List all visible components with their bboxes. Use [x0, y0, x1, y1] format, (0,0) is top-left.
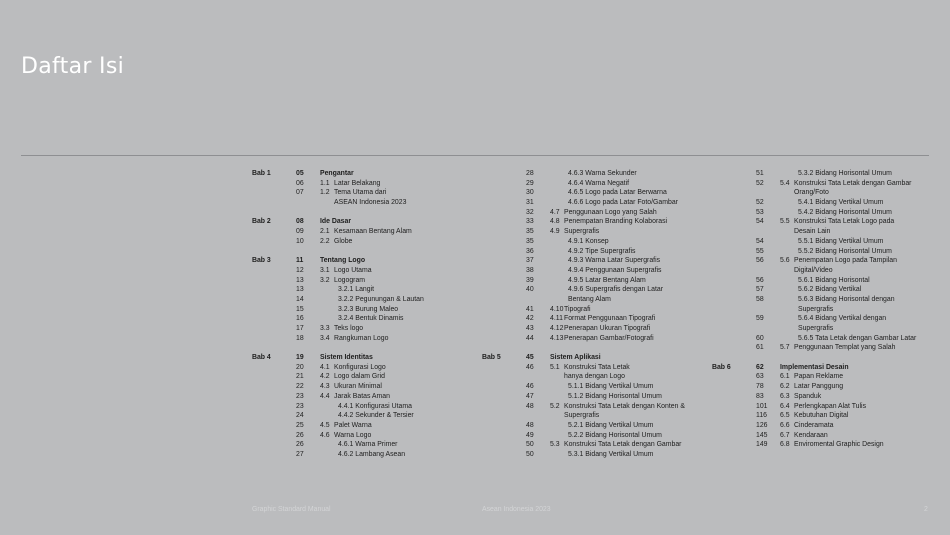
section-number: 5.7	[780, 344, 790, 352]
entry-title: Orang/Foto	[794, 189, 829, 197]
entry-title: Supergrafis	[798, 325, 834, 332]
section-number: 4.4	[320, 392, 330, 400]
entry-title: Latar Panggung	[794, 383, 844, 391]
section-number: 6.1	[780, 373, 790, 381]
section-number: 4.2	[320, 373, 330, 381]
entry-title: 3.2.2 Pegunungan & Lautan	[338, 295, 424, 303]
entry-title: Konstruksi Tata Letak	[564, 363, 630, 371]
entry-title: 4.6.4 Warna Negatif	[568, 179, 630, 187]
entry-title: 5.4.1 Bidang Vertikal Umum	[798, 199, 884, 207]
page-number: 49	[526, 431, 534, 439]
section-number: 4.1	[320, 363, 330, 371]
section-number: 3.2	[320, 276, 330, 284]
page-number: 116	[756, 412, 767, 420]
entry-title: 3.2.4 Bentuk Dinamis	[338, 315, 404, 323]
page-number: 16	[296, 315, 304, 323]
section-number: 6.3	[780, 392, 790, 400]
section-number: 4.6	[320, 431, 330, 439]
page-number: 50	[526, 450, 534, 458]
entry-title: Sistem Aplikasi	[550, 354, 601, 362]
page-number: 10	[296, 237, 304, 245]
page-number: 39	[526, 276, 534, 284]
page-number: 35	[526, 237, 534, 245]
page-number: 08	[296, 218, 304, 226]
page-number: 19	[296, 354, 304, 362]
chapter-label: Bab 6	[712, 363, 731, 371]
entry-title: 3.2.3 Burung Maleo	[338, 305, 399, 313]
entry-title: 4.6.6 Logo pada Latar Foto/Gambar	[568, 199, 678, 207]
entry-title: Tentang Logo	[320, 257, 366, 265]
entry-title: 4.9.2 Tipe Supergrafis	[568, 247, 636, 255]
section-number: 2.1	[320, 228, 330, 236]
page-number: 23	[296, 392, 304, 400]
section-number: 3.3	[320, 325, 330, 332]
entry-title: 5.6.3 Bidang Horisontal dengan	[798, 295, 895, 303]
entry-title: 4.4.1 Konfigurasi Utama	[338, 402, 412, 410]
entry-title: Pengantar	[320, 170, 354, 177]
chapter-label: Bab 5	[482, 354, 501, 362]
section-number: 6.2	[780, 383, 790, 391]
entry-title: Papan Reklame	[794, 373, 844, 381]
page-number: 15	[296, 305, 304, 313]
entry-title: Penerapan Gambar/Fotografi	[564, 334, 654, 342]
page-number: 145	[756, 431, 768, 439]
section-number: 4.9	[550, 228, 560, 236]
page-number: 23	[296, 402, 304, 410]
section-number: 4.5	[320, 421, 330, 429]
entry-title: Supergrafis	[798, 305, 834, 313]
page-number: 18	[296, 334, 304, 342]
entry-title: Tema Utama dari	[334, 189, 387, 197]
entry-title: Rangkuman Logo	[334, 334, 389, 342]
entry-title: 4.9.3 Warna Latar Supergrafis	[568, 257, 661, 265]
page-number: 14	[296, 295, 304, 303]
page-number: 56	[756, 257, 764, 265]
entry-title: 4.9.6 Supergrafis dengan Latar	[568, 286, 664, 294]
page-number: 56	[756, 276, 764, 284]
page-number: 17	[296, 325, 304, 332]
page-number: 31	[526, 199, 534, 207]
chapter-label: Bab 4	[252, 354, 271, 362]
page-number: 30	[526, 189, 534, 197]
page-number: 44	[526, 334, 534, 342]
page-number: 26	[296, 431, 304, 439]
chapter-label: Bab 1	[252, 170, 271, 177]
entry-title: Logo dalam Grid	[334, 373, 385, 381]
page-number: 52	[756, 179, 764, 187]
page-number: 58	[756, 295, 764, 303]
section-number: 5.4	[780, 179, 790, 187]
page-number: 149	[756, 441, 768, 449]
page-number: 05	[296, 170, 304, 177]
entry-title: Perlengkapan Alat Tulis	[794, 402, 867, 410]
entry-title: Konstruksi Tata Letak dengan Konten &	[564, 402, 685, 410]
entry-title: Tipografi	[564, 305, 591, 313]
entry-title: Penggunaan Logo yang Salah	[564, 208, 657, 216]
page-number: 61	[756, 344, 764, 352]
footer-page-number: 2	[924, 506, 928, 513]
entry-title: Warna Logo	[334, 431, 372, 439]
entry-title: Supergrafis	[564, 228, 600, 236]
section-number: 5.5	[780, 218, 790, 226]
entry-title: Ide Dasar	[320, 218, 352, 226]
section-number: 3.4	[320, 334, 330, 342]
page-number: 32	[526, 208, 534, 216]
entry-title: Bentang Alam	[568, 295, 611, 303]
page-number: 52	[756, 199, 764, 207]
section-number: 4.12	[550, 325, 564, 332]
page-number: 38	[526, 266, 534, 274]
page-number: 13	[296, 276, 304, 284]
entry-title: Kesamaan Bentang Alam	[334, 228, 412, 236]
section-number: 4.10	[550, 305, 564, 313]
divider	[21, 155, 929, 156]
entry-title: 5.3.2 Bidang Horisontal Umum	[798, 170, 892, 177]
page-number: 43	[526, 325, 534, 332]
page-number: 45	[526, 354, 534, 362]
page-number: 21	[296, 373, 304, 381]
entry-title: Penempatan Branding Kolaborasi	[564, 218, 668, 226]
section-number: 6.8	[780, 441, 790, 449]
section-number: 5.1	[550, 363, 560, 371]
entry-title: Teks logo	[334, 325, 364, 332]
page-number: 22	[296, 383, 304, 391]
chapter-label: Bab 2	[252, 218, 271, 226]
entry-title: Logogram	[334, 276, 366, 284]
entry-title: Digital/Video	[794, 266, 833, 274]
entry-title: Sistem Identitas	[320, 354, 373, 362]
section-number: 4.8	[550, 218, 560, 226]
section-number: 4.13	[550, 334, 564, 342]
entry-title: 4.6.1 Warna Primer	[338, 441, 398, 449]
page-number: 101	[756, 402, 768, 410]
page-number: 55	[756, 247, 764, 255]
page-number: 47	[526, 392, 534, 400]
entry-title: 5.4.2 Bidang Horisontal Umum	[798, 208, 892, 216]
entry-title: Globe	[334, 237, 353, 245]
section-number: 2.2	[320, 237, 330, 245]
entry-title: 4.6.2 Lambang Asean	[338, 450, 406, 458]
page-number: 48	[526, 402, 534, 410]
page-number: 25	[296, 421, 304, 429]
page-number: 40	[526, 286, 534, 294]
section-number: 4.3	[320, 383, 330, 391]
entry-title: 4.9.1 Konsep	[568, 237, 609, 245]
entry-title: 5.1.1 Bidang Vertikal Umum	[568, 383, 654, 391]
section-number: 5.6	[780, 257, 790, 265]
entry-title: 5.6.5 Tata Letak dengan Gambar Latar	[798, 334, 917, 342]
section-number: 6.7	[780, 431, 790, 439]
page-number: 126	[756, 421, 768, 429]
entry-title: Implementasi Desain	[780, 363, 849, 371]
page-number: 54	[756, 237, 764, 245]
footer-left: Graphic Standard Manual	[252, 506, 331, 513]
entry-title: Latar Belakang	[334, 179, 381, 187]
entry-title: ASEAN Indonesia 2023	[334, 199, 407, 207]
entry-title: Konstruksi Tata Letak Logo pada	[794, 218, 895, 226]
page-number: 12	[296, 266, 304, 274]
entry-title: Palet Warna	[334, 421, 372, 429]
section-number: 6.5	[780, 412, 790, 420]
page-number: 33	[526, 218, 534, 226]
page-number: 48	[526, 421, 534, 429]
page-number: 36	[526, 247, 534, 255]
page-number: 28	[526, 170, 534, 177]
page-number: 46	[526, 363, 534, 371]
page-number: 13	[296, 286, 304, 294]
chapter-label: Bab 3	[252, 257, 271, 265]
entry-title: Logo Utama	[334, 266, 372, 274]
entry-title: 5.6.1 Bidang Horisontal	[798, 276, 870, 284]
entry-title: Enviromental Graphic Design	[794, 441, 884, 449]
section-number: 5.2	[550, 402, 560, 410]
entry-title: Spanduk	[794, 392, 822, 400]
entry-title: 5.5.2 Bidang Horisontal Umum	[798, 247, 892, 255]
entry-title: Format Penggunaan Tipografi	[564, 315, 656, 323]
entry-title: 5.6.2 Bidang Vertikal	[798, 286, 862, 294]
page-number: 37	[526, 257, 534, 265]
entry-title: Desain Lain	[794, 228, 831, 236]
entry-title: 5.3.1 Bidang Vertikal Umum	[568, 450, 654, 458]
page-number: 57	[756, 286, 764, 294]
entry-title: Konstruksi Tata Letak dengan Gambar	[794, 179, 912, 187]
entry-title: Supergrafis	[564, 412, 600, 420]
page-number: 07	[296, 189, 304, 197]
page-number: 78	[756, 383, 764, 391]
section-number: 1.2	[320, 189, 330, 197]
page-number: 42	[526, 315, 534, 323]
page-number: 62	[756, 363, 764, 371]
entry-title: Konfigurasi Logo	[334, 363, 386, 371]
page-number: 11	[296, 257, 304, 265]
entry-title: Ukuran Minimal	[334, 383, 382, 391]
page-number: 29	[526, 179, 534, 187]
entry-title: 4.9.5 Latar Bentang Alam	[568, 276, 646, 284]
entry-title: 4.6.5 Logo pada Latar Berwarna	[568, 189, 667, 197]
page-number: 51	[756, 170, 764, 177]
page-number: 26	[296, 441, 304, 449]
footer-center: Asean Indonesia 2023	[482, 506, 551, 513]
page-number: 24	[296, 412, 304, 420]
entry-title: Kebutuhan Digital	[794, 412, 849, 420]
entry-title: 5.2.1 Bidang Vertikal Umum	[568, 421, 654, 429]
entry-title: 5.2.2 Bidang Horisontal Umum	[568, 431, 662, 439]
entry-title: 5.1.2 Bidang Horisontal Umum	[568, 392, 662, 400]
entry-title: 5.6.4 Bidang Vertikal dengan	[798, 315, 887, 323]
entry-title: Cinderamata	[794, 421, 834, 429]
section-number: 5.3	[550, 441, 560, 449]
page-number: 46	[526, 383, 534, 391]
entry-title: 4.4.2 Sekunder & Tersier	[338, 412, 414, 420]
entry-title: Penempatan Logo pada Tampilan	[794, 257, 897, 265]
entry-title: 4.9.4 Penggunaan Supergrafis	[568, 266, 662, 274]
page-number: 35	[526, 228, 534, 236]
entry-title: Penerapan Ukuran Tipografi	[564, 325, 651, 332]
section-number: 6.6	[780, 421, 790, 429]
page-number: 53	[756, 208, 764, 216]
page-number: 50	[526, 441, 534, 449]
entry-title: Penggunaan Templat yang Salah	[794, 344, 896, 352]
page-number: 60	[756, 334, 764, 342]
page-number: 06	[296, 179, 304, 187]
page-title: Daftar Isi	[21, 54, 124, 79]
entry-title: Konstruksi Tata Letak dengan Gambar	[564, 441, 682, 449]
entry-title: Kendaraan	[794, 431, 828, 439]
section-number: 1.1	[320, 179, 330, 187]
page-number: 20	[296, 363, 304, 371]
section-number: 4.7	[550, 208, 560, 216]
page-number: 83	[756, 392, 764, 400]
page-number: 27	[296, 450, 304, 458]
entry-title: 4.6.3 Warna Sekunder	[568, 170, 637, 177]
page-number: 09	[296, 228, 304, 236]
section-number: 6.4	[780, 402, 790, 410]
page-number: 63	[756, 373, 764, 381]
entry-title: hanya dengan Logo	[564, 373, 625, 381]
entry-title: 5.5.1 Bidang Vertikal Umum	[798, 237, 884, 245]
page-number: 54	[756, 218, 764, 226]
page-number: 41	[526, 305, 534, 313]
page-number: 59	[756, 315, 764, 323]
section-number: 4.11	[550, 315, 563, 323]
section-number: 3.1	[320, 266, 330, 274]
entry-title: 3.2.1 Langit	[338, 286, 375, 294]
entry-title: Jarak Batas Aman	[334, 392, 390, 400]
